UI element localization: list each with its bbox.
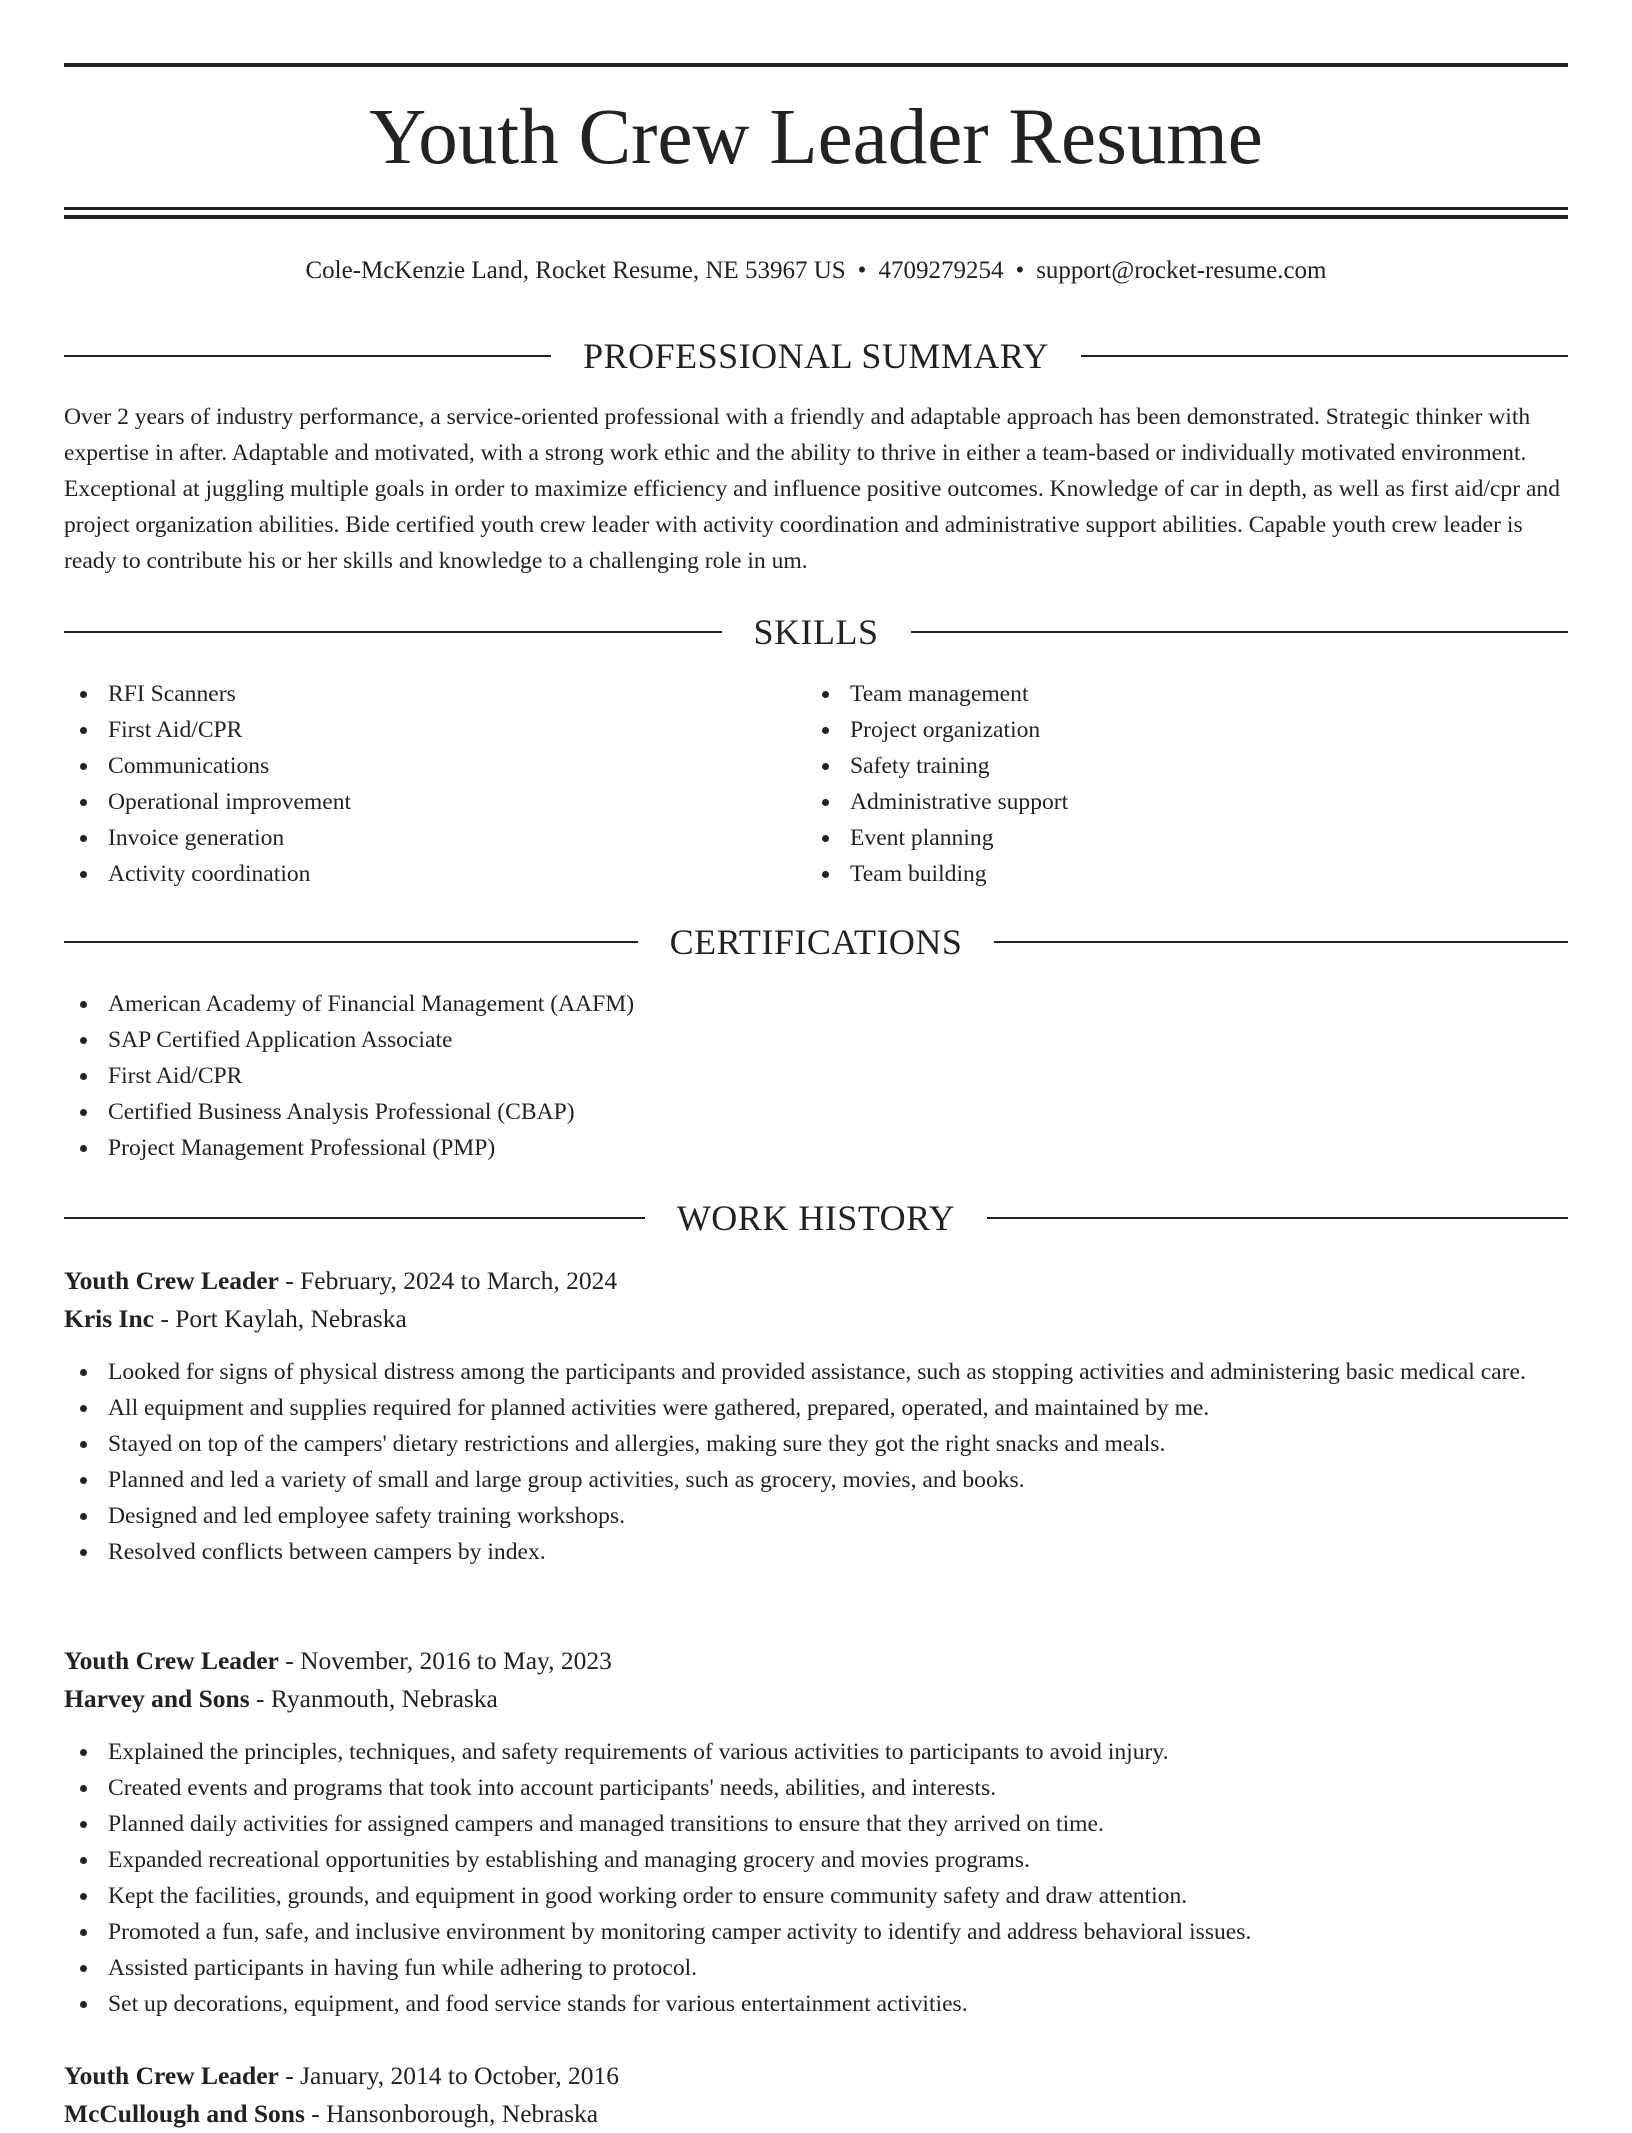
job-company: McCullough and Sons [64, 2099, 305, 2128]
job-entry [64, 1642, 1568, 2022]
section-rule-left [64, 355, 551, 357]
job-dates: - January, 2014 to October, 2016 [278, 2061, 619, 2090]
section-rule-left [64, 631, 722, 633]
skill-item: Communications [64, 748, 804, 784]
section-title: CERTIFICATIONS [669, 922, 963, 962]
job-duty: Planned and led a variety of small and large group activities, such as grocery, movies, and books. [64, 1462, 1568, 1498]
job-title: Youth Crew Leader [64, 1646, 279, 1675]
certification-item: Project Management Professional (PMP) [64, 1130, 1568, 1166]
job-title-line [64, 2057, 1568, 2095]
section-header-skills [64, 610, 1568, 654]
job-duties-list [64, 1354, 1568, 1570]
job-company: Harvey and Sons [64, 1684, 250, 1713]
job-duty: Assisted participants in having fun while adhering to protocol. [64, 1950, 1568, 1986]
job-duty: Resolved conflicts between campers by index. [64, 1534, 1568, 1570]
contact-separator: • [1015, 257, 1025, 284]
title-rule-lower [64, 215, 1568, 219]
summary-text: Over 2 years of industry performance, a service-oriented professional with a friendly and adaptable approach has been demonstrated. Strategic thinker with expertise in after. Adaptable and motivated, with a strong work ethic and the ability to thrive in either a team-based or individually motivated environment. Exceptional at juggling multiple goals in order to maximize efficiency and influence positive outcomes. Knowledge of car in depth, as well as first aid/cpr and project organization abilities. Bide certified youth crew leader with activity coordination and administrative support abilities. Capable youth crew leader is ready to contribute his or her skills and knowledge to a challenging role in um. [64, 404, 1561, 574]
contact-separator: • [857, 257, 867, 284]
contact-phone: 4709279254 [878, 257, 1004, 284]
section-rule-right [911, 631, 1569, 633]
section-rule-right [1081, 355, 1568, 357]
skill-item: Operational improvement [64, 784, 804, 820]
job-title: Youth Crew Leader [64, 1266, 279, 1295]
job-duty: Explained the principles, techniques, and safety requirements of various activities to participants to avoid injury. [64, 1734, 1568, 1770]
job-company-line [64, 2095, 1568, 2133]
job-dates: - February, 2024 to March, 2024 [278, 1266, 618, 1295]
section-header-summary [64, 334, 1568, 378]
skill-item: Team management [806, 676, 1546, 712]
job-dates: - November, 2016 to May, 2023 [278, 1646, 612, 1675]
skill-item: Invoice generation [64, 820, 804, 856]
job-entry [64, 1262, 1568, 1570]
job-duty: Designed and led employee safety training workshops. [64, 1498, 1568, 1534]
job-title-line [64, 1642, 1568, 1680]
job-duty: Stayed on top of the campers' dietary restrictions and allergies, making sure they got the right snacks and meals. [64, 1426, 1568, 1462]
job-company-line [64, 1680, 1568, 1718]
job-duty: All equipment and supplies required for planned activities were gathered, prepared, operated, and maintained by me. [64, 1390, 1568, 1426]
certification-item: SAP Certified Application Associate [64, 1022, 1568, 1058]
section-title: WORK HISTORY [676, 1198, 956, 1238]
job-duty: Expanded recreational opportunities by establishing and managing grocery and movies programs. [64, 1842, 1568, 1878]
section-header-work [64, 1196, 1568, 1240]
job-location: - Ryanmouth, Nebraska [249, 1684, 498, 1713]
skills-list-right [806, 676, 1546, 892]
skills-list-left [64, 676, 804, 892]
job-duty: Kept the facilities, grounds, and equipment in good working order to ensure community safety and draw attention. [64, 1878, 1568, 1914]
job-duties-list [64, 1734, 1568, 2022]
skill-item: Project organization [806, 712, 1546, 748]
section-header-certifications [64, 920, 1568, 964]
section-rule-left [64, 941, 638, 943]
skill-item: Administrative support [806, 784, 1546, 820]
skill-item: Activity coordination [64, 856, 804, 892]
job-title: Youth Crew Leader [64, 2061, 279, 2090]
job-duty: Planned daily activities for assigned campers and managed transitions to ensure that they arrived on time. [64, 1806, 1568, 1842]
certifications-list [64, 986, 1568, 1166]
job-duty: Set up decorations, equipment, and food service stands for various entertainment activities. [64, 1986, 1568, 2022]
job-location: - Hansonborough, Nebraska [304, 2099, 599, 2128]
job-entry [64, 2057, 1568, 2133]
job-location: - Port Kaylah, Nebraska [153, 1304, 407, 1333]
job-company-line [64, 1300, 1568, 1338]
job-title-line [64, 1262, 1568, 1300]
contact-address: Cole-McKenzie Land, Rocket Resume, NE 53967 US [305, 257, 846, 284]
skill-item: Safety training [806, 748, 1546, 784]
section-rule-right [987, 1217, 1568, 1219]
job-duty: Created events and programs that took into account participants' needs, abilities, and interests. [64, 1770, 1568, 1806]
title-rule-upper [64, 207, 1568, 210]
section-title: PROFESSIONAL SUMMARY [583, 336, 1049, 376]
certification-item: Certified Business Analysis Professional (CBAP) [64, 1094, 1568, 1130]
contact-email: support@rocket-resume.com [1036, 257, 1327, 284]
job-company: Kris Inc [64, 1304, 154, 1333]
page-title: Youth Crew Leader Resume [369, 94, 1263, 181]
job-duty: Looked for signs of physical distress among the participants and provided assistance, such as stopping activities and administering basic medical care. [64, 1354, 1568, 1390]
job-duty: Promoted a fun, safe, and inclusive environment by monitoring camper activity to identify and address behavioral issues. [64, 1914, 1568, 1950]
skill-item: Team building [806, 856, 1546, 892]
top-rule [64, 63, 1568, 67]
contact-line [64, 253, 1568, 289]
section-rule-left [64, 1217, 645, 1219]
skill-item: RFI Scanners [64, 676, 804, 712]
skill-item: Event planning [806, 820, 1546, 856]
section-rule-right [994, 941, 1568, 943]
certification-item: First Aid/CPR [64, 1058, 1568, 1094]
certification-item: American Academy of Financial Management (AAFM) [64, 986, 1568, 1022]
section-title: SKILLS [753, 612, 879, 652]
skill-item: First Aid/CPR [64, 712, 804, 748]
